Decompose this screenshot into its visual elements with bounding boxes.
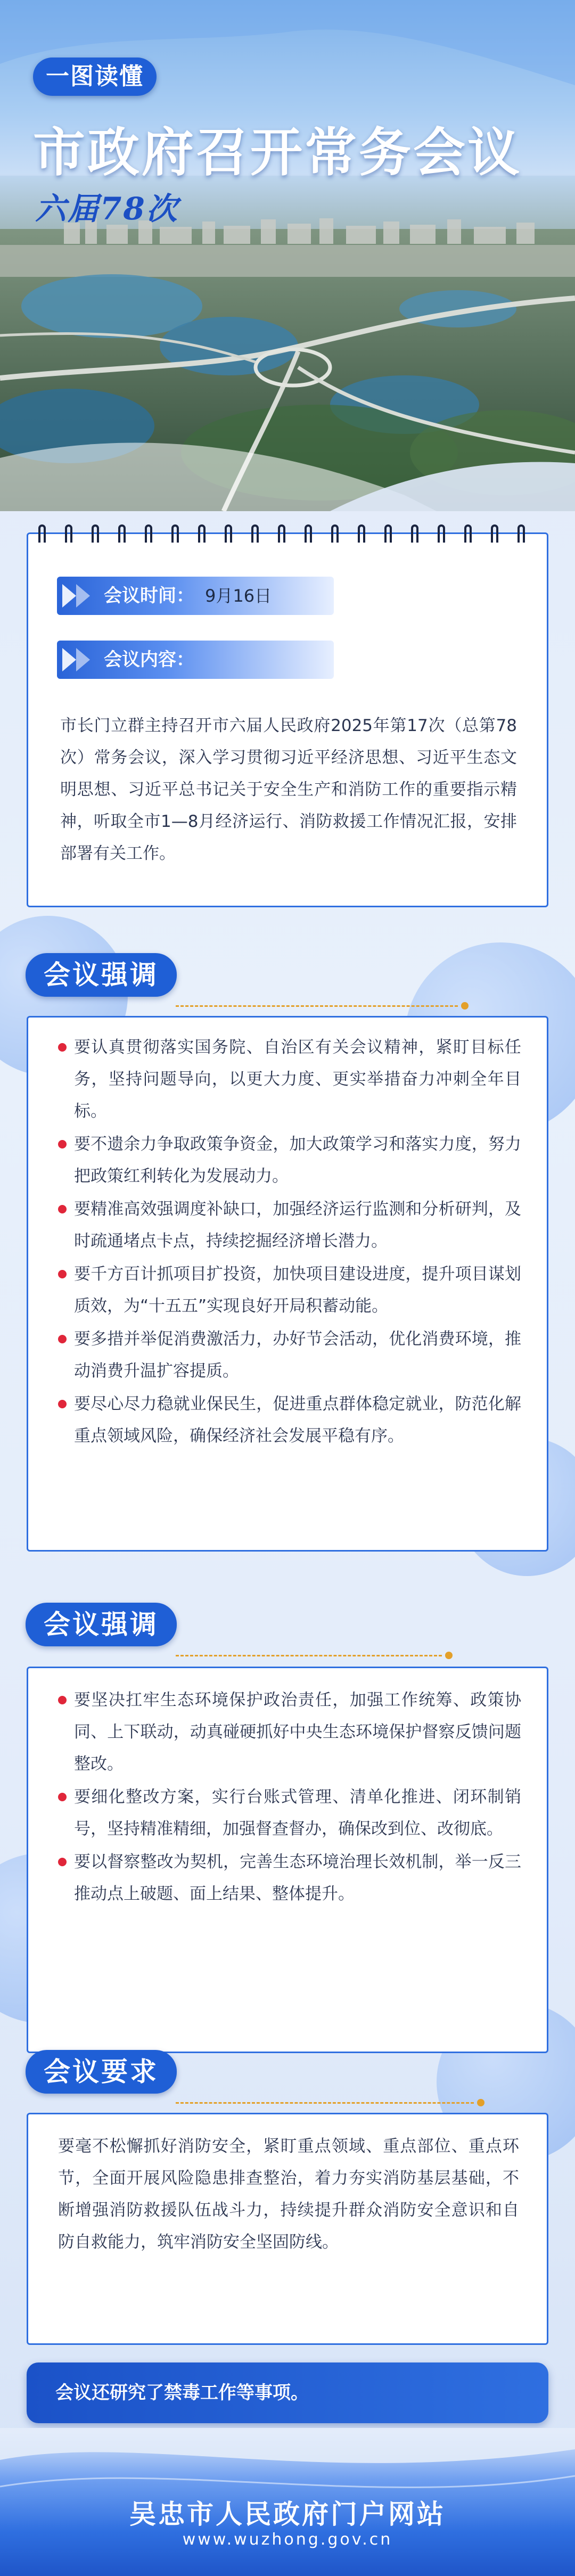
page-title: 市政府召开常务会议	[33, 122, 522, 183]
binder-ring	[331, 524, 339, 543]
footer	[0, 2428, 575, 2576]
binder-ring	[518, 524, 525, 543]
list-item	[58, 1258, 521, 1322]
section-1-card	[27, 1016, 548, 1552]
arrow-icon	[62, 584, 76, 608]
bullet-dot	[58, 1205, 67, 1213]
list-item	[58, 1684, 521, 1780]
meeting-content-row	[57, 641, 334, 679]
binder-ring	[251, 524, 259, 543]
section-heading-requirements: 会议要求	[26, 2050, 177, 2094]
binder-ring	[491, 524, 498, 543]
list-item-text: 要千方百计抓项目扩投资，加快项目建设进度，提升项目谋划质效，为“十五五”实现良好开局积蓄动能。	[74, 1265, 521, 1316]
section-divider-dot	[445, 1652, 453, 1659]
requirements-text: 要毫不松懈抓好消防安全，紧盯重点领域、重点部位、重点环节，全面开展风险隐患排查整治，着力夯实消防基层基础，不断增强消防救援队伍战斗力，持续提升群众消防安全意识和自防自救能力，筑牢消防安全坚固防线。	[58, 2137, 519, 2252]
meeting-content-text: 市长门立群主持召开市六届人民政府2025年第17次（总第78次）常务会议，深入学习贯彻习近平经济思想、习近平生态文明思想、习近平总书记关于安全生产和消防工作的重要指示精神，听取全市1—8月经济运行、消防救援工作情况汇报，安排部署有关工作。	[60, 716, 517, 863]
bullet-dot	[58, 1335, 67, 1343]
binder-ring	[145, 524, 152, 543]
bullet-dot	[58, 1400, 67, 1408]
hero-banner	[0, 0, 575, 511]
section-divider-dot	[461, 1002, 469, 1010]
arrow-icon	[62, 648, 76, 671]
list-item	[58, 1781, 521, 1845]
list-item-text: 要多措并举促消费激活力，办好节会活动，优化消费环境，推动消费升温扩容提质。	[74, 1330, 521, 1381]
list-item-text: 要坚决扛牢生态环境保护政治责任，加强工作统筹、政策协同、上下联动，动真碰硬抓好中央生态环境保护督察反馈问题整改。	[74, 1691, 521, 1774]
section-divider-dot	[477, 2099, 484, 2106]
binder-ring	[305, 524, 312, 543]
binder-ring	[358, 524, 365, 543]
binder-ring	[198, 524, 206, 543]
binder-ring	[65, 524, 72, 543]
meeting-time-row	[57, 577, 334, 615]
list-item-text: 要精准高效强调度补缺口，加强经济运行监测和分析研判，及时疏通堵点卡点，持续挖掘经济增长潜力。	[74, 1200, 521, 1251]
meeting-content-label: 会议内容：	[104, 649, 194, 670]
meeting-time-value: 9月16日	[205, 586, 272, 606]
meeting-info-card	[27, 532, 548, 907]
binder-ring	[171, 524, 179, 543]
page-subtitle: 六届78次	[35, 191, 179, 227]
section-2-list	[58, 1684, 521, 1911]
binder-ring	[464, 524, 472, 543]
bullet-dot	[58, 1793, 67, 1801]
binder-ring	[92, 524, 99, 543]
meeting-time-label: 会议时间：	[104, 585, 194, 606]
site-url[interactable]: www.wuzhong.gov.cn	[182, 2530, 393, 2549]
list-item	[58, 1031, 521, 1127]
bullet-dot	[58, 1270, 67, 1278]
list-item-text: 要认真贯彻落实国务院、自治区有关会议精神，紧盯目标任务，坚持问题导向，以更大力度、更实举措奋力冲刺全年目标。	[74, 1038, 521, 1121]
binder-ring	[438, 524, 445, 543]
closing-note-text: 会议还研究了禁毒工作等事项。	[55, 2382, 309, 2403]
binder-ring	[411, 524, 418, 543]
list-item-text: 要细化整改方案，实行台账式管理、清单化推进、闭环制销号，坚持精准精细，加强督查督办，确保改到位、改彻底。	[74, 1787, 521, 1839]
section-heading-emphasis-1: 会议强调	[26, 953, 177, 997]
list-item	[58, 1846, 521, 1910]
section-divider	[176, 2102, 474, 2104]
binder-ring	[118, 524, 126, 543]
list-item	[58, 1388, 521, 1452]
list-item	[58, 1128, 521, 1192]
arrow-icon	[76, 584, 90, 608]
closing-note-banner	[27, 2362, 548, 2423]
site-name: 吴忠市人民政府门户网站	[129, 2499, 446, 2530]
binder-rings	[27, 524, 548, 546]
list-item	[58, 1193, 521, 1257]
binder-ring	[225, 524, 232, 543]
bullet-dot	[58, 1858, 67, 1866]
list-item-text: 要以督察整改为契机，完善生态环境治理长效机制，举一反三推动点上破题、面上结果、整体提升。	[74, 1852, 521, 1904]
binder-ring	[278, 524, 285, 543]
arrow-icon	[76, 648, 90, 671]
list-item-text: 要不遗余力争取政策争资金，加大政策学习和落实力度，努力把政策红利转化为发展动力。	[74, 1135, 521, 1186]
section-2-card	[27, 1667, 548, 2053]
bullet-dot	[58, 1043, 67, 1052]
bullet-dot	[58, 1140, 67, 1148]
bullet-dot	[58, 1696, 67, 1704]
section-3-card	[27, 2113, 548, 2345]
section-1-list	[58, 1031, 521, 1453]
binder-ring	[38, 524, 46, 543]
section-divider	[176, 1005, 458, 1007]
section-heading-emphasis-2: 会议强调	[26, 1603, 177, 1646]
topic-tag: 一图读懂	[33, 58, 157, 96]
binder-ring	[384, 524, 392, 543]
list-item	[58, 1323, 521, 1387]
section-divider	[176, 1655, 442, 1656]
list-item-text: 要尽心尽力稳就业保民生，促进重点群体稳定就业，防范化解重点领域风险，确保经济社会发展平稳有序。	[74, 1394, 521, 1446]
